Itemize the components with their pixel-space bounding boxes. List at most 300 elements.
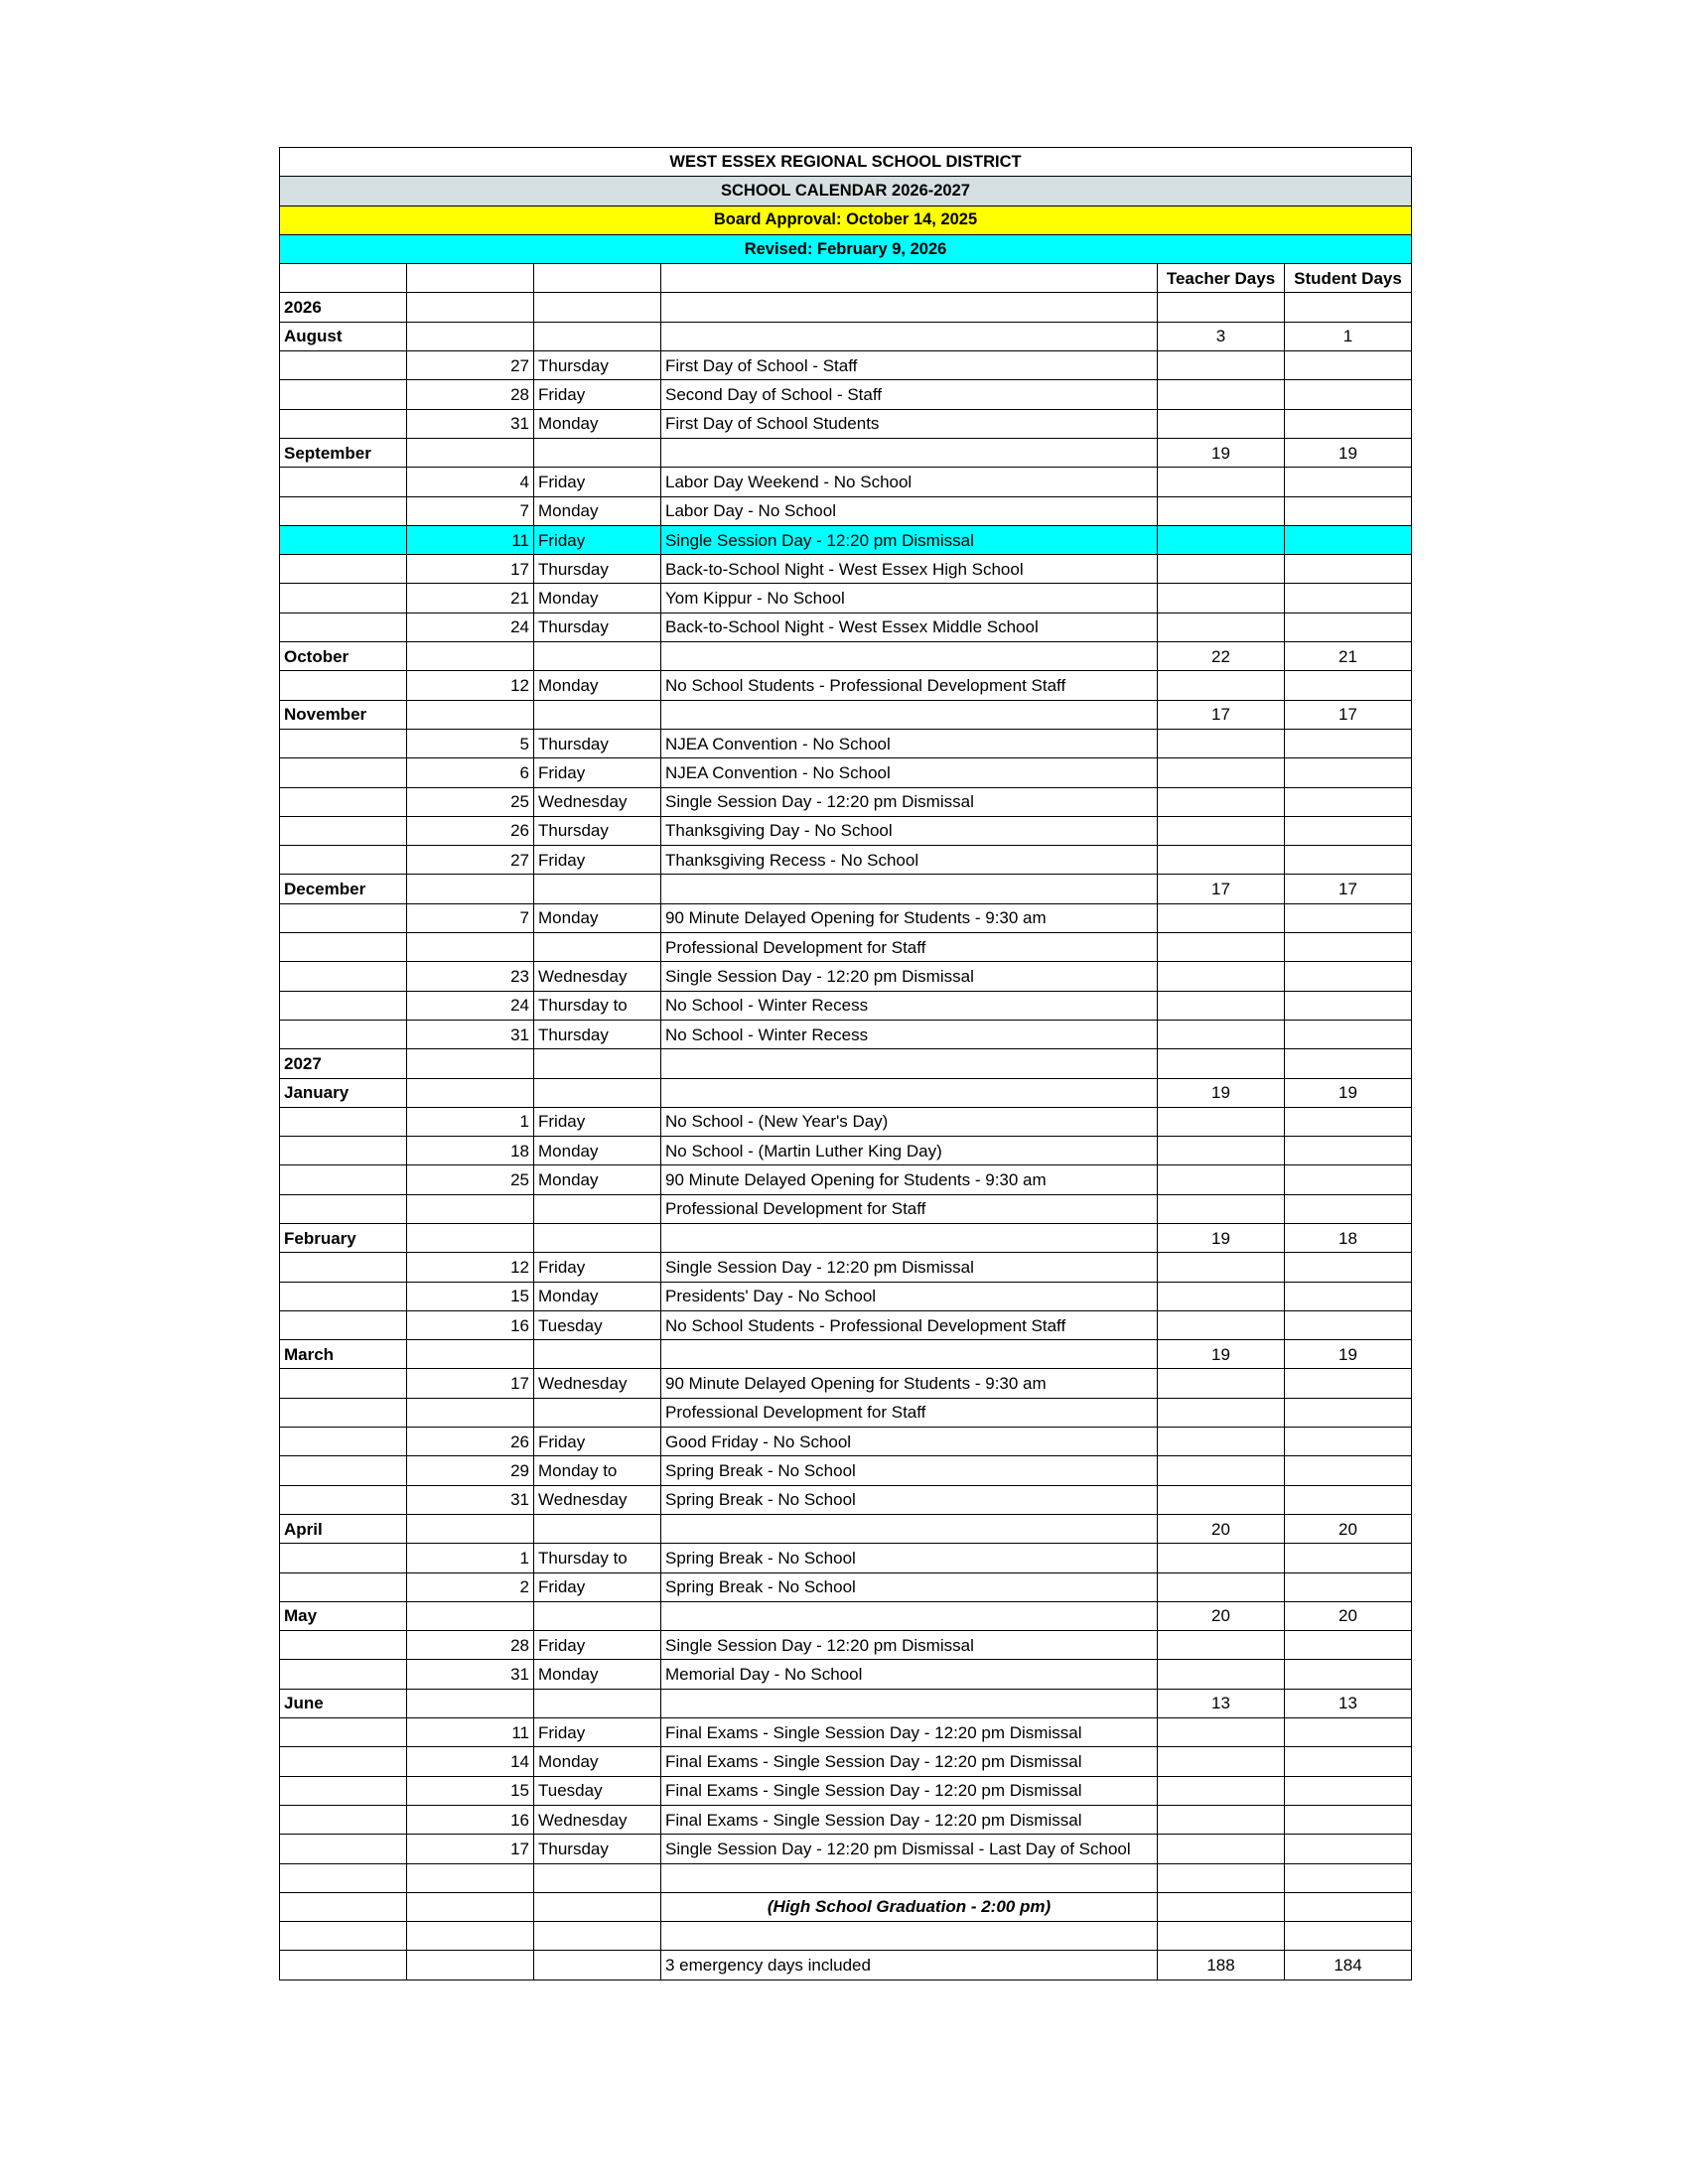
event-row xyxy=(280,1456,1412,1485)
event-description: First Day of School - Staff xyxy=(661,351,1158,380)
event-day: 1 xyxy=(407,1544,534,1572)
empty-cell xyxy=(1158,1020,1285,1048)
event-weekday: Friday xyxy=(534,1572,661,1601)
empty-cell xyxy=(1158,1253,1285,1282)
event-row xyxy=(280,496,1412,525)
empty-cell xyxy=(407,1601,534,1630)
header-approval-row xyxy=(280,205,1412,234)
event-weekday: Monday xyxy=(534,1282,661,1310)
empty-cell xyxy=(280,1951,407,1979)
empty-cell xyxy=(1285,1310,1412,1339)
event-description: Good Friday - No School xyxy=(661,1428,1158,1456)
empty-cell xyxy=(1158,380,1285,409)
event-weekday: Wednesday xyxy=(534,1485,661,1514)
board-approval: Board Approval: October 14, 2025 xyxy=(280,205,1412,234)
empty-cell xyxy=(1285,1718,1412,1747)
teacher-days-count: 22 xyxy=(1158,642,1285,671)
event-day: 29 xyxy=(407,1456,534,1485)
student-days-count: 21 xyxy=(1285,642,1412,671)
empty-cell xyxy=(280,351,407,380)
calendar-sheet xyxy=(279,147,1411,1980)
empty-cell xyxy=(661,1863,1158,1892)
month-row xyxy=(280,642,1412,671)
student-days-count: 19 xyxy=(1285,1340,1412,1369)
empty-cell xyxy=(1158,1572,1285,1601)
empty-cell xyxy=(1285,1369,1412,1398)
empty-cell xyxy=(1158,671,1285,700)
event-description: Final Exams - Single Session Day - 12:20 pm Dismissal xyxy=(661,1718,1158,1747)
empty-cell xyxy=(280,1718,407,1747)
empty-cell xyxy=(280,1892,407,1921)
event-row xyxy=(280,1137,1412,1165)
event-day: 7 xyxy=(407,496,534,525)
empty-cell xyxy=(280,264,407,293)
empty-cell xyxy=(1285,816,1412,845)
event-description: No School Students - Professional Development Staff xyxy=(661,1310,1158,1339)
empty-cell xyxy=(407,264,534,293)
empty-cell xyxy=(1285,555,1412,584)
empty-cell xyxy=(280,758,407,787)
empty-cell xyxy=(280,1922,407,1951)
event-description: Professional Development for Staff xyxy=(661,1194,1158,1223)
month-label: March xyxy=(280,1340,407,1369)
empty-cell xyxy=(1285,991,1412,1020)
event-day: 14 xyxy=(407,1747,534,1776)
empty-cell xyxy=(1158,1718,1285,1747)
empty-cell xyxy=(280,1572,407,1601)
header-revised-row xyxy=(280,234,1412,263)
teacher-days-count: 3 xyxy=(1158,322,1285,350)
teacher-days-count: 17 xyxy=(1158,700,1285,729)
empty-cell xyxy=(280,409,407,438)
event-day: 4 xyxy=(407,468,534,496)
empty-cell xyxy=(1158,846,1285,875)
event-row xyxy=(280,991,1412,1020)
year-label: 2027 xyxy=(280,1049,407,1078)
empty-cell xyxy=(1285,1892,1412,1921)
empty-cell xyxy=(280,1107,407,1136)
empty-cell xyxy=(534,1340,661,1369)
event-row xyxy=(280,1310,1412,1339)
event-day xyxy=(407,933,534,962)
event-description: Spring Break - No School xyxy=(661,1544,1158,1572)
empty-cell xyxy=(661,642,1158,671)
event-day: 15 xyxy=(407,1776,534,1805)
empty-cell xyxy=(1158,1049,1285,1078)
empty-cell xyxy=(1158,1805,1285,1834)
student-days-count: 17 xyxy=(1285,700,1412,729)
student-days-count: 13 xyxy=(1285,1689,1412,1717)
empty-cell xyxy=(407,1892,534,1921)
month-row xyxy=(280,1078,1412,1107)
empty-cell xyxy=(1285,1660,1412,1689)
empty-cell xyxy=(534,1951,661,1979)
empty-cell xyxy=(1285,1020,1412,1048)
empty-cell xyxy=(280,1194,407,1223)
empty-cell xyxy=(1158,1107,1285,1136)
event-description: Spring Break - No School xyxy=(661,1572,1158,1601)
empty-cell xyxy=(1158,1369,1285,1398)
empty-cell xyxy=(407,642,534,671)
empty-cell xyxy=(1285,1631,1412,1660)
empty-cell xyxy=(280,1428,407,1456)
empty-cell xyxy=(1285,962,1412,991)
month-row xyxy=(280,1689,1412,1717)
empty-cell xyxy=(1285,525,1412,554)
empty-cell xyxy=(1158,409,1285,438)
event-day: 12 xyxy=(407,671,534,700)
graduation-note-row xyxy=(280,1892,1412,1921)
empty-cell xyxy=(1285,496,1412,525)
event-row xyxy=(280,1194,1412,1223)
event-day xyxy=(407,1398,534,1427)
empty-cell xyxy=(661,438,1158,467)
empty-cell xyxy=(280,933,407,962)
event-day: 2 xyxy=(407,1572,534,1601)
event-row xyxy=(280,1020,1412,1048)
empty-cell xyxy=(1285,903,1412,932)
event-row xyxy=(280,1718,1412,1747)
event-weekday: Monday xyxy=(534,584,661,613)
event-row xyxy=(280,933,1412,962)
empty-cell xyxy=(1158,1922,1285,1951)
month-row xyxy=(280,322,1412,350)
empty-cell xyxy=(1285,1165,1412,1194)
empty-cell xyxy=(1285,1544,1412,1572)
empty-cell xyxy=(280,1020,407,1048)
empty-cell xyxy=(1158,1835,1285,1863)
empty-cell xyxy=(661,700,1158,729)
event-weekday: Friday xyxy=(534,1631,661,1660)
teacher-days-count: 20 xyxy=(1158,1514,1285,1543)
empty-cell xyxy=(280,1398,407,1427)
event-weekday xyxy=(534,933,661,962)
event-weekday: Monday xyxy=(534,903,661,932)
teacher-days-count: 19 xyxy=(1158,438,1285,467)
event-day: 31 xyxy=(407,1020,534,1048)
student-days-count: 17 xyxy=(1285,875,1412,903)
event-row xyxy=(280,409,1412,438)
event-description: NJEA Convention - No School xyxy=(661,758,1158,787)
empty-cell xyxy=(1285,1253,1412,1282)
empty-cell xyxy=(534,875,661,903)
empty-cell xyxy=(1158,1776,1285,1805)
empty-cell xyxy=(280,555,407,584)
event-row xyxy=(280,846,1412,875)
empty-cell xyxy=(1285,1572,1412,1601)
event-weekday: Friday xyxy=(534,1107,661,1136)
event-weekday: Friday xyxy=(534,1428,661,1456)
empty-cell xyxy=(1158,1892,1285,1921)
event-description: Labor Day - No School xyxy=(661,496,1158,525)
event-row xyxy=(280,671,1412,700)
event-description: Presidents' Day - No School xyxy=(661,1282,1158,1310)
event-weekday: Tuesday xyxy=(534,1310,661,1339)
event-weekday: Friday xyxy=(534,846,661,875)
event-row xyxy=(280,525,1412,554)
event-day: 26 xyxy=(407,816,534,845)
event-description: Spring Break - No School xyxy=(661,1456,1158,1485)
event-day: 28 xyxy=(407,380,534,409)
event-weekday: Friday xyxy=(534,525,661,554)
empty-cell xyxy=(534,322,661,350)
empty-cell xyxy=(661,1078,1158,1107)
event-row xyxy=(280,1835,1412,1863)
empty-cell xyxy=(1158,933,1285,962)
empty-cell xyxy=(407,1863,534,1892)
event-weekday: Monday xyxy=(534,409,661,438)
empty-cell xyxy=(280,1835,407,1863)
student-days-count: 1 xyxy=(1285,322,1412,350)
empty-cell xyxy=(407,1922,534,1951)
event-weekday: Monday xyxy=(534,1137,661,1165)
event-weekday: Thursday xyxy=(534,351,661,380)
event-row xyxy=(280,1805,1412,1834)
event-weekday: Friday xyxy=(534,1718,661,1747)
empty-cell xyxy=(661,875,1158,903)
empty-cell xyxy=(407,1223,534,1252)
empty-cell xyxy=(280,584,407,613)
teacher-days-count: 20 xyxy=(1158,1601,1285,1630)
empty-cell xyxy=(407,322,534,350)
empty-cell xyxy=(1158,1544,1285,1572)
event-day: 5 xyxy=(407,729,534,757)
empty-cell xyxy=(661,293,1158,322)
month-row xyxy=(280,875,1412,903)
event-description: Thanksgiving Recess - No School xyxy=(661,846,1158,875)
event-description: No School - (New Year's Day) xyxy=(661,1107,1158,1136)
empty-cell xyxy=(1158,1282,1285,1310)
event-day: 17 xyxy=(407,1835,534,1863)
year-label: 2026 xyxy=(280,293,407,322)
event-description: Single Session Day - 12:20 pm Dismissal xyxy=(661,962,1158,991)
event-description: Back-to-School Night - West Essex High School xyxy=(661,555,1158,584)
empty-cell xyxy=(1158,525,1285,554)
empty-cell xyxy=(1158,613,1285,641)
empty-cell xyxy=(534,1223,661,1252)
student-days-count: 18 xyxy=(1285,1223,1412,1252)
event-description: No School - Winter Recess xyxy=(661,1020,1158,1048)
empty-cell xyxy=(1285,380,1412,409)
empty-cell xyxy=(661,1340,1158,1369)
empty-cell xyxy=(661,1049,1158,1078)
event-weekday: Thursday xyxy=(534,613,661,641)
teacher-days-count: 19 xyxy=(1158,1340,1285,1369)
totals-row xyxy=(280,1951,1412,1979)
event-description: NJEA Convention - No School xyxy=(661,729,1158,757)
event-day: 6 xyxy=(407,758,534,787)
empty-cell xyxy=(661,322,1158,350)
student-days-count: 20 xyxy=(1285,1514,1412,1543)
event-weekday: Thursday to xyxy=(534,1544,661,1572)
empty-cell xyxy=(407,1689,534,1717)
event-weekday: Thursday xyxy=(534,1835,661,1863)
event-day: 15 xyxy=(407,1282,534,1310)
empty-cell xyxy=(280,1863,407,1892)
empty-cell xyxy=(1285,1456,1412,1485)
empty-cell xyxy=(1158,584,1285,613)
event-day: 27 xyxy=(407,846,534,875)
month-label: October xyxy=(280,642,407,671)
district-title: WEST ESSEX REGIONAL SCHOOL DISTRICT xyxy=(280,148,1412,177)
empty-cell xyxy=(1285,1805,1412,1834)
event-day xyxy=(407,1194,534,1223)
event-description: First Day of School Students xyxy=(661,409,1158,438)
empty-cell xyxy=(1285,613,1412,641)
event-description: Memorial Day - No School xyxy=(661,1660,1158,1689)
event-weekday xyxy=(534,1398,661,1427)
event-row xyxy=(280,380,1412,409)
empty-cell xyxy=(534,1078,661,1107)
event-description: 90 Minute Delayed Opening for Students - 9:30 am xyxy=(661,1369,1158,1398)
empty-cell xyxy=(280,991,407,1020)
student-days-count: 20 xyxy=(1285,1601,1412,1630)
event-weekday: Monday xyxy=(534,496,661,525)
event-day: 25 xyxy=(407,787,534,816)
teacher-days-count: 13 xyxy=(1158,1689,1285,1717)
empty-cell xyxy=(1285,293,1412,322)
empty-cell xyxy=(1158,468,1285,496)
event-row xyxy=(280,758,1412,787)
emergency-days-note: 3 emergency days included xyxy=(661,1951,1158,1979)
empty-cell xyxy=(280,1369,407,1398)
empty-cell xyxy=(1285,1049,1412,1078)
event-weekday: Tuesday xyxy=(534,1776,661,1805)
event-description: Professional Development for Staff xyxy=(661,1398,1158,1427)
event-row xyxy=(280,613,1412,641)
empty-cell xyxy=(280,1544,407,1572)
empty-cell xyxy=(661,264,1158,293)
empty-cell xyxy=(534,1922,661,1951)
empty-cell xyxy=(280,1310,407,1339)
month-row xyxy=(280,1223,1412,1252)
event-row xyxy=(280,1253,1412,1282)
event-weekday: Monday xyxy=(534,1165,661,1194)
event-row xyxy=(280,962,1412,991)
empty-cell xyxy=(1285,729,1412,757)
event-description: Second Day of School - Staff xyxy=(661,380,1158,409)
empty-cell xyxy=(661,1922,1158,1951)
empty-cell xyxy=(661,1514,1158,1543)
event-row xyxy=(280,1107,1412,1136)
event-description: Final Exams - Single Session Day - 12:20 pm Dismissal xyxy=(661,1805,1158,1834)
event-day: 31 xyxy=(407,1660,534,1689)
empty-cell xyxy=(1158,1485,1285,1514)
empty-cell xyxy=(1285,787,1412,816)
graduation-note: (High School Graduation - 2:00 pm) xyxy=(661,1892,1158,1921)
empty-cell xyxy=(1158,1747,1285,1776)
event-day: 28 xyxy=(407,1631,534,1660)
empty-cell xyxy=(280,1805,407,1834)
teacher-days-count: 17 xyxy=(1158,875,1285,903)
event-description: No School - (Martin Luther King Day) xyxy=(661,1137,1158,1165)
teacher-days-total: 188 xyxy=(1158,1951,1285,1979)
teacher-days-header: Teacher Days xyxy=(1158,264,1285,293)
event-weekday: Thursday xyxy=(534,1020,661,1048)
event-weekday: Wednesday xyxy=(534,1805,661,1834)
student-days-header: Student Days xyxy=(1285,264,1412,293)
event-weekday: Monday to xyxy=(534,1456,661,1485)
empty-cell xyxy=(1158,1660,1285,1689)
event-weekday: Wednesday xyxy=(534,962,661,991)
event-weekday: Friday xyxy=(534,1253,661,1282)
teacher-days-count: 19 xyxy=(1158,1078,1285,1107)
event-day: 11 xyxy=(407,525,534,554)
empty-cell xyxy=(280,1456,407,1485)
empty-cell xyxy=(280,816,407,845)
event-weekday: Friday xyxy=(534,468,661,496)
month-label: April xyxy=(280,1514,407,1543)
empty-cell xyxy=(1158,962,1285,991)
event-row xyxy=(280,787,1412,816)
empty-cell xyxy=(280,787,407,816)
empty-cell xyxy=(280,846,407,875)
event-row xyxy=(280,1398,1412,1427)
event-day: 16 xyxy=(407,1805,534,1834)
event-weekday: Thursday xyxy=(534,555,661,584)
event-day: 23 xyxy=(407,962,534,991)
revised-date: Revised: February 9, 2026 xyxy=(280,234,1412,263)
blank-row xyxy=(280,1863,1412,1892)
event-day: 31 xyxy=(407,409,534,438)
event-row xyxy=(280,1485,1412,1514)
event-day: 7 xyxy=(407,903,534,932)
empty-cell xyxy=(1285,1282,1412,1310)
empty-cell xyxy=(280,380,407,409)
event-day: 27 xyxy=(407,351,534,380)
month-label: February xyxy=(280,1223,407,1252)
empty-cell xyxy=(280,1485,407,1514)
empty-cell xyxy=(1285,1137,1412,1165)
empty-cell xyxy=(1158,496,1285,525)
empty-cell xyxy=(1285,1747,1412,1776)
event-row xyxy=(280,1282,1412,1310)
empty-cell xyxy=(280,671,407,700)
event-description: 90 Minute Delayed Opening for Students - 9:30 am xyxy=(661,903,1158,932)
empty-cell xyxy=(1158,1165,1285,1194)
empty-cell xyxy=(1285,1835,1412,1863)
year-row xyxy=(280,293,1412,322)
month-row xyxy=(280,700,1412,729)
event-description: No School - Winter Recess xyxy=(661,991,1158,1020)
event-day: 25 xyxy=(407,1165,534,1194)
empty-cell xyxy=(1158,991,1285,1020)
empty-cell xyxy=(1285,846,1412,875)
month-label: November xyxy=(280,700,407,729)
month-label: January xyxy=(280,1078,407,1107)
empty-cell xyxy=(661,1689,1158,1717)
event-day: 31 xyxy=(407,1485,534,1514)
empty-cell xyxy=(1285,933,1412,962)
empty-cell xyxy=(280,903,407,932)
teacher-days-count: 19 xyxy=(1158,1223,1285,1252)
event-description: Single Session Day - 12:20 pm Dismissal xyxy=(661,525,1158,554)
event-day: 11 xyxy=(407,1718,534,1747)
empty-cell xyxy=(280,729,407,757)
empty-cell xyxy=(1158,1631,1285,1660)
event-row xyxy=(280,351,1412,380)
event-row xyxy=(280,729,1412,757)
empty-cell xyxy=(1158,1428,1285,1456)
event-row xyxy=(280,584,1412,613)
event-row xyxy=(280,1165,1412,1194)
empty-cell xyxy=(280,468,407,496)
empty-cell xyxy=(1285,1485,1412,1514)
event-day: 26 xyxy=(407,1428,534,1456)
empty-cell xyxy=(407,1049,534,1078)
student-days-count: 19 xyxy=(1285,1078,1412,1107)
event-day: 21 xyxy=(407,584,534,613)
